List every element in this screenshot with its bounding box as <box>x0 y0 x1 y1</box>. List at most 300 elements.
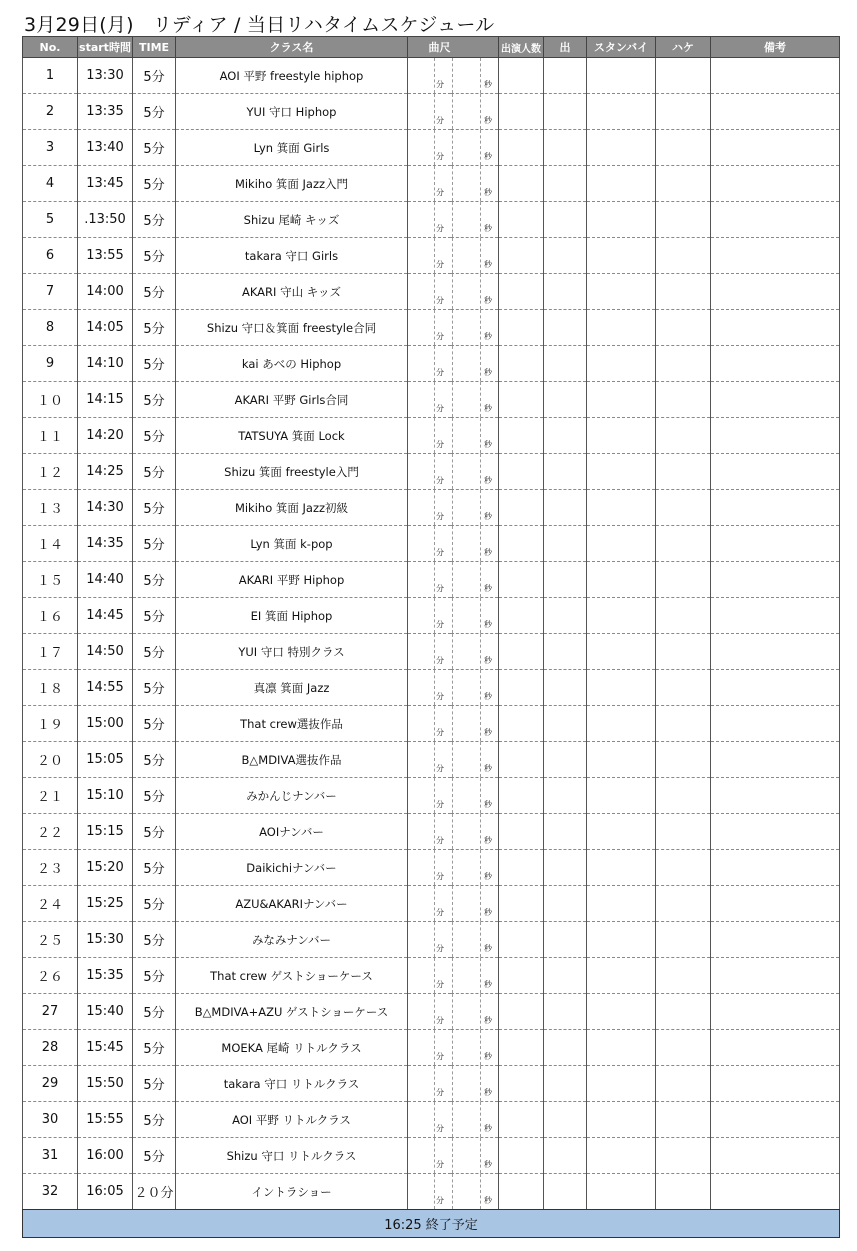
row-exit <box>544 1030 587 1066</box>
dashed-divider <box>480 238 481 273</box>
dashed-divider <box>480 130 481 165</box>
row-duration-time: 5分 <box>133 598 176 634</box>
row-class-name: YUI 守口 Hiphop <box>176 94 408 130</box>
row-standby <box>587 1174 656 1210</box>
row-performers <box>499 562 544 598</box>
song-length-grid <box>408 598 498 633</box>
row-song-length <box>408 1030 499 1066</box>
row-number: 31 <box>23 1138 78 1174</box>
row-start-time: 15:35 <box>78 958 133 994</box>
row-notes <box>711 94 840 130</box>
song-length-grid <box>408 202 498 237</box>
row-standby <box>587 382 656 418</box>
row-standby <box>587 418 656 454</box>
dashed-divider <box>480 634 481 669</box>
song-length-grid <box>408 886 498 921</box>
row-song-length <box>408 1066 499 1102</box>
dashed-divider <box>480 490 481 525</box>
row-performers <box>499 238 544 274</box>
row-duration-time: 5分 <box>133 526 176 562</box>
dashed-divider <box>480 958 481 993</box>
dashed-divider <box>434 742 435 777</box>
dashed-divider <box>434 94 435 129</box>
row-notes <box>711 526 840 562</box>
dashed-divider <box>434 922 435 957</box>
table-row <box>23 166 840 202</box>
dashed-divider <box>480 886 481 921</box>
header-duration: 曲尺 <box>408 37 451 58</box>
row-hake <box>656 454 711 490</box>
row-song-length <box>408 670 499 706</box>
dashed-divider <box>480 742 481 777</box>
dashed-divider <box>434 958 435 993</box>
row-class-name: That crew選抜作品 <box>176 706 408 742</box>
row-exit <box>544 202 587 238</box>
row-number: 28 <box>23 1030 78 1066</box>
song-length-grid <box>408 778 498 813</box>
dashed-divider <box>434 994 435 1029</box>
seconds-unit: 秒 <box>484 296 492 305</box>
row-exit <box>544 706 587 742</box>
table-row <box>23 742 840 778</box>
minutes-unit: 分 <box>436 908 444 917</box>
seconds-unit: 秒 <box>484 656 492 665</box>
page-title: 3月29日(月) リディア / 当日リハタイムスケジュール <box>24 14 495 36</box>
dashed-divider <box>452 166 453 201</box>
row-start-time: 14:10 <box>78 346 133 382</box>
row-standby <box>587 310 656 346</box>
row-notes <box>711 382 840 418</box>
row-number: 27 <box>23 994 78 1030</box>
seconds-unit: 秒 <box>484 440 492 449</box>
dashed-divider <box>480 814 481 849</box>
table-row <box>23 310 840 346</box>
row-duration-time: 5分 <box>133 742 176 778</box>
row-duration-time: 5分 <box>133 58 176 94</box>
dashed-divider <box>452 814 453 849</box>
seconds-unit: 秒 <box>484 404 492 413</box>
row-duration-time: 5分 <box>133 706 176 742</box>
row-performers <box>499 526 544 562</box>
row-number: 7 <box>23 274 78 310</box>
row-hake <box>656 1066 711 1102</box>
song-length-grid <box>408 94 498 129</box>
row-notes <box>711 454 840 490</box>
header-time: TIME <box>133 37 176 58</box>
row-class-name: kai あべの Hiphop <box>176 346 408 382</box>
table-row <box>23 274 840 310</box>
row-hake <box>656 1102 711 1138</box>
row-start-time: 14:40 <box>78 562 133 598</box>
row-start-time: 15:50 <box>78 1066 133 1102</box>
row-start-time: 15:45 <box>78 1030 133 1066</box>
row-class-name: Mikiho 箕面 Jazz初級 <box>176 490 408 526</box>
row-standby <box>587 778 656 814</box>
dashed-divider <box>434 1174 435 1209</box>
row-class-name: takara 守口 Girls <box>176 238 408 274</box>
row-hake <box>656 382 711 418</box>
row-song-length <box>408 814 499 850</box>
row-duration-time: 5分 <box>133 274 176 310</box>
dashed-divider <box>434 346 435 381</box>
row-hake <box>656 418 711 454</box>
song-length-grid <box>408 742 498 777</box>
row-class-name: That crew ゲストショーケース <box>176 958 408 994</box>
minutes-unit: 分 <box>436 80 444 89</box>
minutes-unit: 分 <box>436 1160 444 1169</box>
seconds-unit: 秒 <box>484 368 492 377</box>
dashed-divider <box>434 706 435 741</box>
row-hake <box>656 1174 711 1210</box>
minutes-unit: 分 <box>436 872 444 881</box>
table-row <box>23 850 840 886</box>
row-number: 1 <box>23 58 78 94</box>
row-number: 9 <box>23 346 78 382</box>
row-start-time: 14:30 <box>78 490 133 526</box>
row-number: １０ <box>23 382 78 418</box>
row-class-name: 真凛 箕面 Jazz <box>176 670 408 706</box>
row-duration-time: 5分 <box>133 130 176 166</box>
row-exit <box>544 1174 587 1210</box>
song-length-grid <box>408 1174 498 1209</box>
minutes-unit: 分 <box>436 512 444 521</box>
row-number: ２４ <box>23 886 78 922</box>
row-standby <box>587 130 656 166</box>
row-standby <box>587 814 656 850</box>
dashed-divider <box>434 490 435 525</box>
seconds-unit: 秒 <box>484 548 492 557</box>
dashed-divider <box>480 562 481 597</box>
song-length-grid <box>408 166 498 201</box>
dashed-divider <box>452 598 453 633</box>
minutes-unit: 分 <box>436 656 444 665</box>
row-song-length <box>408 238 499 274</box>
row-class-name: B△MDIVA選抜作品 <box>176 742 408 778</box>
dashed-divider <box>434 274 435 309</box>
row-performers <box>499 202 544 238</box>
row-start-time: 15:55 <box>78 1102 133 1138</box>
row-duration-time: ２０分 <box>133 1174 176 1210</box>
row-hake <box>656 886 711 922</box>
row-start-time: .13:50 <box>78 202 133 238</box>
seconds-unit: 秒 <box>484 260 492 269</box>
dashed-divider <box>434 526 435 561</box>
row-song-length <box>408 346 499 382</box>
row-class-name: TATSUYA 箕面 Lock <box>176 418 408 454</box>
row-exit <box>544 1138 587 1174</box>
row-notes <box>711 886 840 922</box>
dashed-divider <box>452 922 453 957</box>
table-row <box>23 598 840 634</box>
row-hake <box>656 94 711 130</box>
row-class-name: MOEKA 尾崎 リトルクラス <box>176 1030 408 1066</box>
row-number: １３ <box>23 490 78 526</box>
dashed-divider <box>452 778 453 813</box>
dashed-divider <box>452 310 453 345</box>
row-notes <box>711 1138 840 1174</box>
row-duration-time: 5分 <box>133 382 176 418</box>
row-hake <box>656 706 711 742</box>
row-notes <box>711 778 840 814</box>
seconds-unit: 秒 <box>484 980 492 989</box>
row-exit <box>544 958 587 994</box>
row-number: ２０ <box>23 742 78 778</box>
row-hake <box>656 742 711 778</box>
header-hake: ハケ <box>656 37 711 58</box>
row-performers <box>499 274 544 310</box>
row-song-length <box>408 1102 499 1138</box>
row-notes <box>711 922 840 958</box>
song-length-grid <box>408 850 498 885</box>
dashed-divider <box>480 94 481 129</box>
table-row <box>23 994 840 1030</box>
header-exit: 出 <box>544 37 587 58</box>
row-hake <box>656 202 711 238</box>
row-duration-time: 5分 <box>133 994 176 1030</box>
row-notes <box>711 742 840 778</box>
seconds-unit: 秒 <box>484 116 492 125</box>
row-song-length <box>408 58 499 94</box>
row-performers <box>499 634 544 670</box>
dashed-divider <box>480 1030 481 1065</box>
row-start-time: 14:15 <box>78 382 133 418</box>
table-row <box>23 1102 840 1138</box>
minutes-unit: 分 <box>436 1052 444 1061</box>
row-exit <box>544 454 587 490</box>
row-hake <box>656 1030 711 1066</box>
dashed-divider <box>452 274 453 309</box>
row-class-name: Lyn 箕面 Girls <box>176 130 408 166</box>
row-duration-time: 5分 <box>133 490 176 526</box>
row-notes <box>711 670 840 706</box>
row-start-time: 16:00 <box>78 1138 133 1174</box>
row-start-time: 15:25 <box>78 886 133 922</box>
row-hake <box>656 274 711 310</box>
dashed-divider <box>452 562 453 597</box>
row-performers <box>499 58 544 94</box>
row-standby <box>587 850 656 886</box>
minutes-unit: 分 <box>436 332 444 341</box>
minutes-unit: 分 <box>436 296 444 305</box>
seconds-unit: 秒 <box>484 1124 492 1133</box>
row-performers <box>499 1174 544 1210</box>
minutes-unit: 分 <box>436 152 444 161</box>
table-row <box>23 634 840 670</box>
table-row <box>23 382 840 418</box>
song-length-grid <box>408 1030 498 1065</box>
row-exit <box>544 922 587 958</box>
row-start-time: 13:55 <box>78 238 133 274</box>
header-standby: スタンバイ <box>587 37 656 58</box>
row-hake <box>656 346 711 382</box>
dashed-divider <box>480 1138 481 1173</box>
row-standby <box>587 274 656 310</box>
row-number: １１ <box>23 418 78 454</box>
dashed-divider <box>434 418 435 453</box>
row-number: 2 <box>23 94 78 130</box>
dashed-divider <box>480 778 481 813</box>
row-standby <box>587 238 656 274</box>
row-song-length <box>408 850 499 886</box>
row-performers <box>499 1138 544 1174</box>
dashed-divider <box>434 886 435 921</box>
row-exit <box>544 1102 587 1138</box>
row-notes <box>711 994 840 1030</box>
table-row <box>23 1174 840 1210</box>
dashed-divider <box>480 166 481 201</box>
minutes-unit: 分 <box>436 116 444 125</box>
row-duration-time: 5分 <box>133 310 176 346</box>
row-start-time: 15:20 <box>78 850 133 886</box>
seconds-unit: 秒 <box>484 1016 492 1025</box>
row-hake <box>656 958 711 994</box>
row-song-length <box>408 562 499 598</box>
table-row <box>23 706 840 742</box>
minutes-unit: 分 <box>436 548 444 557</box>
minutes-unit: 分 <box>436 836 444 845</box>
table-row <box>23 886 840 922</box>
row-duration-time: 5分 <box>133 634 176 670</box>
dashed-divider <box>434 562 435 597</box>
row-song-length <box>408 418 499 454</box>
dashed-divider <box>434 634 435 669</box>
row-standby <box>587 994 656 1030</box>
row-song-length <box>408 634 499 670</box>
row-start-time: 16:05 <box>78 1174 133 1210</box>
seconds-unit: 秒 <box>484 764 492 773</box>
song-length-grid <box>408 418 498 453</box>
song-length-grid <box>408 1138 498 1173</box>
row-start-time: 15:40 <box>78 994 133 1030</box>
dashed-divider <box>434 310 435 345</box>
dashed-divider <box>452 1030 453 1065</box>
dashed-divider <box>452 1102 453 1137</box>
song-length-grid <box>408 706 498 741</box>
row-notes <box>711 1030 840 1066</box>
row-hake <box>656 850 711 886</box>
row-class-name: Mikiho 箕面 Jazz入門 <box>176 166 408 202</box>
table-row <box>23 562 840 598</box>
row-performers <box>499 490 544 526</box>
table-row <box>23 202 840 238</box>
row-class-name: Shizu 守口＆箕面 freestyle合同 <box>176 310 408 346</box>
row-class-name: AZU&AKARIナンバー <box>176 886 408 922</box>
dashed-divider <box>434 1102 435 1137</box>
row-number: １６ <box>23 598 78 634</box>
dashed-divider <box>434 1030 435 1065</box>
row-duration-time: 5分 <box>133 238 176 274</box>
dashed-divider <box>452 130 453 165</box>
song-length-grid <box>408 670 498 705</box>
row-performers <box>499 922 544 958</box>
row-number: １２ <box>23 454 78 490</box>
song-length-grid <box>408 922 498 957</box>
row-class-name: Shizu 尾崎 キッズ <box>176 202 408 238</box>
row-number: ２６ <box>23 958 78 994</box>
row-song-length <box>408 526 499 562</box>
seconds-unit: 秒 <box>484 872 492 881</box>
row-class-name: Shizu 守口 リトルクラス <box>176 1138 408 1174</box>
song-length-grid <box>408 310 498 345</box>
row-standby <box>587 670 656 706</box>
dashed-divider <box>434 850 435 885</box>
dashed-divider <box>452 706 453 741</box>
row-standby <box>587 958 656 994</box>
dashed-divider <box>452 454 453 489</box>
row-performers <box>499 778 544 814</box>
row-standby <box>587 526 656 562</box>
row-song-length <box>408 994 499 1030</box>
dashed-divider <box>480 526 481 561</box>
row-number: １５ <box>23 562 78 598</box>
row-standby <box>587 706 656 742</box>
row-start-time: 13:35 <box>78 94 133 130</box>
row-standby <box>587 166 656 202</box>
table-row <box>23 346 840 382</box>
header-notes: 備考 <box>711 37 840 58</box>
seconds-unit: 秒 <box>484 908 492 917</box>
dashed-divider <box>434 814 435 849</box>
row-exit <box>544 526 587 562</box>
row-hake <box>656 778 711 814</box>
song-length-grid <box>408 454 498 489</box>
row-hake <box>656 310 711 346</box>
row-class-name: AOI 平野 リトルクラス <box>176 1102 408 1138</box>
row-exit <box>544 850 587 886</box>
row-notes <box>711 850 840 886</box>
row-exit <box>544 166 587 202</box>
row-exit <box>544 994 587 1030</box>
song-length-grid <box>408 1066 498 1101</box>
row-exit <box>544 490 587 526</box>
row-class-name: Lyn 箕面 k-pop <box>176 526 408 562</box>
row-exit <box>544 670 587 706</box>
row-class-name: AOIナンバー <box>176 814 408 850</box>
dashed-divider <box>480 418 481 453</box>
seconds-unit: 秒 <box>484 512 492 521</box>
row-notes <box>711 274 840 310</box>
row-performers <box>499 814 544 850</box>
row-duration-time: 5分 <box>133 922 176 958</box>
row-duration-time: 5分 <box>133 886 176 922</box>
row-hake <box>656 814 711 850</box>
row-number: ２５ <box>23 922 78 958</box>
row-number: 32 <box>23 1174 78 1210</box>
row-hake <box>656 130 711 166</box>
dashed-divider <box>434 1066 435 1101</box>
row-song-length <box>408 922 499 958</box>
row-hake <box>656 58 711 94</box>
row-hake <box>656 562 711 598</box>
seconds-unit: 秒 <box>484 944 492 953</box>
row-performers <box>499 598 544 634</box>
row-song-length <box>408 886 499 922</box>
row-performers <box>499 94 544 130</box>
row-exit <box>544 382 587 418</box>
row-hake <box>656 526 711 562</box>
table-row <box>23 922 840 958</box>
row-duration-time: 5分 <box>133 418 176 454</box>
row-number: ２３ <box>23 850 78 886</box>
song-length-grid <box>408 1102 498 1137</box>
minutes-unit: 分 <box>436 260 444 269</box>
row-class-name: イントラショー <box>176 1174 408 1210</box>
row-standby <box>587 454 656 490</box>
dashed-divider <box>480 706 481 741</box>
song-length-grid <box>408 130 498 165</box>
row-hake <box>656 670 711 706</box>
minutes-unit: 分 <box>436 368 444 377</box>
